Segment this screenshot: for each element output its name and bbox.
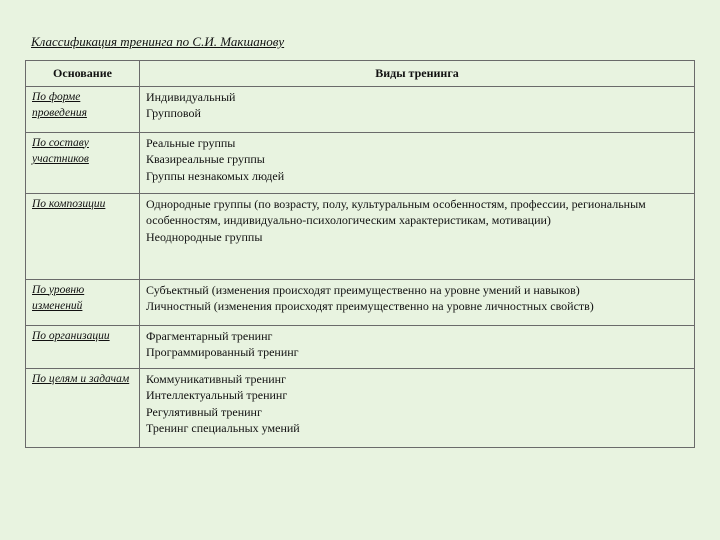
type-item: Однородные группы (по возрасту, полу, культуральным особенностям, профессии, региональным особенностям, индивидуально-психологическим характеристикам, мотивации) (146, 196, 646, 227)
header-types: Виды тренинга (140, 61, 695, 87)
type-item: Личностный (изменения происходят преимущественно на уровне личностных свойств) (146, 299, 594, 313)
row-types (140, 279, 695, 325)
type-item: Тренинг специальных умений (146, 421, 300, 435)
type-item: Программированный тренинг (146, 345, 299, 359)
type-item: Реальные группы (146, 135, 236, 150)
table-row (26, 325, 695, 368)
type-item: Квазиреальные группы (146, 152, 265, 166)
row-types (140, 132, 695, 193)
row-basis: По организации (26, 325, 140, 368)
header-basis: Основание (26, 61, 140, 87)
type-item: Коммуникативный тренинг (146, 371, 287, 386)
row-basis: По составу участников (26, 132, 140, 193)
training-classification-table (25, 60, 695, 448)
type-item: Групповой (146, 106, 201, 120)
table-row (26, 193, 695, 279)
row-types (140, 368, 695, 447)
row-basis: По форме проведения (26, 86, 140, 132)
row-basis: По уровню изменений (26, 279, 140, 325)
row-types (140, 86, 695, 132)
row-types (140, 325, 695, 368)
row-basis: По целям и задачам (26, 368, 140, 447)
type-item: Индивидуальный (146, 89, 236, 104)
type-item: Неоднородные группы (146, 229, 263, 244)
row-types (140, 193, 695, 279)
document-title: Классификация тренинга по С.И. Макшанову (31, 34, 285, 49)
type-item: Субъектный (изменения происходят преимущественно на уровне умений и навыков) (146, 282, 580, 297)
row-basis: По композиции (26, 193, 140, 279)
table-row (26, 132, 695, 193)
type-item: Фрагментарный тренинг (146, 328, 273, 343)
table-row (26, 86, 695, 132)
type-item: Группы незнакомых людей (146, 168, 285, 183)
type-item: Интеллектуальный тренинг (146, 388, 288, 402)
table-row (26, 368, 695, 447)
type-item: Регулятивный тренинг (146, 404, 262, 419)
table-row (26, 279, 695, 325)
table-header-row (26, 61, 695, 87)
